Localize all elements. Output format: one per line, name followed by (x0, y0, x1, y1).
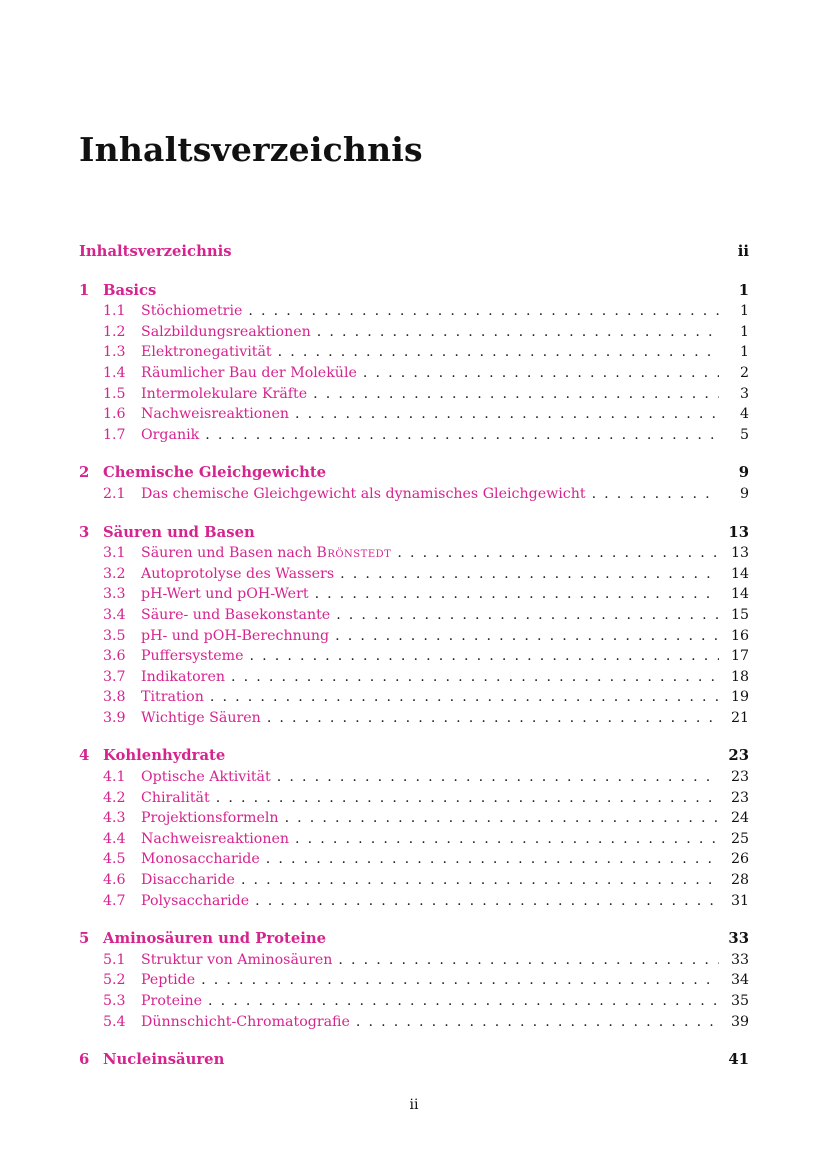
toc-section-title[interactable]: Puffersysteme (141, 648, 244, 665)
toc-page-number: 23 (730, 769, 749, 786)
toc-section-title[interactable]: Säuren und Basen nach Brönstedt (141, 545, 392, 562)
toc-chapter-title[interactable]: Säuren und Basen (103, 523, 255, 541)
toc-section-title[interactable]: Proteine (141, 993, 203, 1009)
toc-section-4-3[interactable] (79, 808, 749, 829)
toc-section-title[interactable]: Das chemische Gleichgewicht als dynamisches Gleichgewicht (141, 485, 586, 502)
toc-chapter-2[interactable] (79, 463, 749, 484)
author-name: Brönstedt (316, 545, 392, 562)
toc-section-number[interactable]: 2.1 (103, 485, 126, 502)
leader-dots (295, 829, 719, 850)
toc-section-3-7[interactable] (79, 667, 749, 688)
toc-page-number: 39 (730, 1013, 749, 1030)
toc-chapter-number[interactable]: 2 (79, 464, 90, 482)
toc-page-number: 41 (728, 1051, 749, 1069)
toc-section-3-4[interactable] (79, 605, 749, 626)
toc-chapter-1[interactable] (79, 281, 749, 302)
toc-section-1-1[interactable] (79, 301, 749, 322)
toc-section-1-6[interactable] (79, 404, 749, 425)
toc-section-4-1[interactable] (79, 767, 749, 788)
leader-dots (255, 891, 719, 912)
toc-section-number[interactable]: 3.7 (103, 668, 126, 685)
leader-dots (208, 991, 719, 1012)
toc-page-number: 28 (730, 872, 749, 889)
toc-section-4-7[interactable] (79, 891, 749, 912)
toc-chapter-title[interactable]: Kohlenhydrate (103, 747, 226, 765)
toc-section-number[interactable]: 3.5 (103, 627, 126, 644)
leader-dots (338, 950, 719, 971)
toc-section-number[interactable]: 5.3 (103, 993, 126, 1009)
toc-page-number: 31 (730, 892, 749, 909)
toc-section-title[interactable]: Wichtige Säuren (141, 709, 261, 726)
toc-section-1-3[interactable] (79, 342, 749, 363)
toc-chapter-number[interactable]: 3 (79, 523, 90, 541)
toc-chapter-title[interactable]: Aminosäuren und Proteine (103, 930, 327, 948)
toc-chapters (79, 263, 749, 1071)
toc-section-title[interactable]: Monosaccharide (141, 851, 260, 868)
toc-chapter-number[interactable]: 1 (79, 281, 90, 299)
table-of-contents (79, 240, 749, 1071)
toc-section-number[interactable]: 4.3 (103, 810, 126, 827)
toc-chapter-number[interactable]: 4 (79, 747, 90, 765)
toc-section-title[interactable]: Salzbildungsreaktionen (141, 323, 311, 340)
toc-page-number: 13 (728, 523, 749, 541)
toc-page-number: 34 (730, 972, 749, 989)
toc-section-title[interactable]: Elektronegativität (141, 344, 272, 361)
toc-section-1-7[interactable] (79, 425, 749, 446)
toc-page-number: 4 (739, 406, 749, 423)
toc-page-number: 18 (730, 668, 749, 685)
toc-section-1-4[interactable] (79, 363, 749, 384)
leader-dots (315, 584, 719, 605)
toc-page-number: 1 (739, 323, 749, 340)
toc-page-number: 14 (730, 565, 749, 582)
toc-section-title[interactable]: Dünnschicht-Chromatografie (141, 1013, 350, 1030)
toc-chapter-4[interactable] (79, 746, 749, 767)
toc-page-number: 1 (739, 303, 749, 320)
toc-section-title[interactable]: Disaccharide (141, 872, 235, 889)
toc-section-number[interactable]: 5.1 (103, 951, 126, 968)
toc-section-number[interactable]: 3.1 (103, 545, 126, 562)
toc-page-number: 33 (728, 930, 749, 948)
toc-chapter-6[interactable] (79, 1050, 749, 1071)
leader-dots (278, 342, 719, 363)
toc-page-number: 5 (739, 426, 749, 443)
toc-section-3-2[interactable] (79, 564, 749, 585)
toc-section-number[interactable]: 3.6 (103, 648, 126, 665)
leader-dots (277, 767, 719, 788)
toc-page-number: 1 (739, 344, 749, 361)
toc-section-number[interactable]: 5.4 (103, 1013, 126, 1030)
toc-section-2-1[interactable] (79, 484, 749, 505)
toc-section-1-5[interactable] (79, 384, 749, 405)
toc-chapter-5[interactable] (79, 929, 749, 950)
toc-section-3-1[interactable] (79, 543, 749, 564)
toc-section-5-4[interactable] (79, 1012, 749, 1033)
toc-section-number[interactable]: 3.3 (103, 586, 126, 603)
toc-section-number[interactable]: 5.2 (103, 972, 126, 989)
toc-page-number: 21 (730, 709, 749, 726)
leader-dots (363, 363, 719, 384)
toc-page-number: 35 (730, 993, 749, 1009)
toc-page-number: ii (737, 243, 749, 260)
leader-dots (248, 301, 719, 322)
toc-page-number: 9 (738, 464, 749, 482)
toc-chapter-title[interactable]: Basics (103, 281, 157, 299)
toc-page-number: 3 (739, 385, 749, 402)
toc-section-number[interactable]: 4.2 (103, 789, 126, 806)
toc-page-number: 9 (739, 485, 749, 502)
toc-chapter-title[interactable]: Nucleinsäuren (103, 1051, 225, 1069)
toc-section-3-6[interactable] (79, 646, 749, 667)
toc-section-title[interactable]: Polysaccharide (141, 892, 250, 909)
page-number-footer: ii (409, 1097, 419, 1113)
toc-page-number: 19 (730, 689, 749, 706)
toc-section-4-2[interactable] (79, 788, 749, 809)
toc-section-number[interactable]: 3.2 (103, 565, 126, 582)
toc-page-number: 23 (730, 789, 749, 806)
toc-section-title[interactable]: Titration (141, 689, 204, 706)
toc-section-title[interactable]: Peptide (141, 972, 196, 989)
toc-section-5-1[interactable] (79, 950, 749, 971)
toc-page-number: 1 (738, 281, 749, 299)
toc-page-number: 33 (730, 951, 749, 968)
toc-section-title[interactable]: Intermolekulare Kräfte (141, 385, 308, 402)
leader-dots (205, 425, 719, 446)
toc-section-title[interactable]: Autoprotolyse des Wassers (141, 565, 335, 582)
leader-dots (216, 788, 719, 809)
leader-dots (249, 646, 719, 667)
toc-section-number[interactable]: 1.5 (103, 385, 126, 402)
toc-section-number[interactable]: 3.4 (103, 606, 126, 623)
leader-dots (210, 687, 719, 708)
toc-section-number[interactable]: 4.7 (103, 892, 126, 909)
toc-section-1-2[interactable] (79, 322, 749, 343)
leader-dots (285, 808, 719, 829)
toc-section-number[interactable]: 4.5 (103, 851, 126, 868)
toc-page-number: 26 (730, 851, 749, 868)
toc-section-5-2[interactable] (79, 970, 749, 991)
toc-section-title[interactable]: pH- und pOH-Berechnung (141, 627, 330, 644)
toc-section-title[interactable]: Nachweisreaktionen (141, 406, 289, 423)
toc-section-title[interactable]: Projektionsformeln (141, 810, 279, 827)
toc-section-title[interactable]: Säure- und Basekonstante (141, 606, 331, 623)
toc-section-4-4[interactable] (79, 829, 749, 850)
toc-section-number[interactable]: 1.1 (103, 303, 126, 320)
page-title: Inhaltsverzeichnis (79, 130, 423, 169)
leader-dots (317, 322, 719, 343)
toc-section-3-5[interactable] (79, 626, 749, 647)
toc-page-number: 14 (730, 586, 749, 603)
leader-dots (313, 384, 719, 405)
toc-page-number: 17 (730, 648, 749, 665)
toc-section-number[interactable]: 1.2 (103, 323, 126, 340)
toc-page-number: 23 (728, 747, 749, 765)
leader-dots (231, 667, 719, 688)
toc-page-number: 2 (739, 364, 749, 381)
toc-section-number[interactable]: 1.6 (103, 406, 126, 423)
toc-page-number: 13 (730, 545, 749, 562)
toc-section-title[interactable]: Räumlicher Bau der Moleküle (141, 364, 357, 381)
toc-section-title[interactable]: Organik (141, 426, 200, 443)
toc-section-4-6[interactable] (79, 870, 749, 891)
toc-section-number[interactable]: 1.3 (103, 344, 126, 361)
leader-dots (295, 404, 719, 425)
toc-section-5-3[interactable] (79, 991, 749, 1012)
toc-page-number: 24 (730, 810, 749, 827)
leader-dots (356, 1012, 719, 1033)
toc-section-title[interactable]: Nachweisreaktionen (141, 830, 289, 847)
toc-entry-title[interactable]: Inhaltsverzeichnis (79, 243, 232, 260)
toc-section-number[interactable]: 4.4 (103, 830, 126, 847)
toc-section-number[interactable]: 4.6 (103, 872, 126, 889)
toc-section-number[interactable]: 3.8 (103, 689, 126, 706)
toc-section-3-8[interactable] (79, 687, 749, 708)
toc-section-title[interactable]: pH-Wert und pOH-Wert (141, 586, 309, 603)
toc-section-number[interactable]: 4.1 (103, 769, 126, 786)
toc-chapter-number[interactable]: 6 (79, 1051, 90, 1069)
toc-section-4-5[interactable] (79, 849, 749, 870)
toc-section-3-9[interactable] (79, 708, 749, 729)
toc-section-title[interactable]: Struktur von Aminosäuren (141, 951, 333, 968)
leader-dots (201, 970, 719, 991)
leader-dots (241, 870, 719, 891)
toc-chapter-title[interactable]: Chemische Gleichgewichte (103, 464, 327, 482)
leader-dots (336, 605, 719, 626)
toc-section-title[interactable]: Indikatoren (141, 668, 225, 685)
leader-dots (267, 708, 719, 729)
toc-section-number[interactable]: 1.7 (103, 426, 126, 443)
toc-section-title[interactable]: Optische Aktivität (141, 769, 271, 786)
leader-dots (397, 543, 719, 564)
toc-section-title[interactable]: Stöchiometrie (141, 303, 243, 320)
leader-dots (266, 849, 719, 870)
leader-dots (335, 626, 719, 647)
leader-dots (592, 484, 719, 505)
toc-section-number[interactable]: 1.4 (103, 364, 126, 381)
toc-section-title[interactable]: Chiralität (141, 789, 210, 806)
toc-entry-front[interactable] (79, 242, 749, 263)
toc-section-number[interactable]: 3.9 (103, 709, 126, 726)
toc-page-number: 25 (730, 830, 749, 847)
leader-dots (340, 564, 719, 585)
toc-page-number: 16 (730, 627, 749, 644)
toc-section-3-3[interactable] (79, 584, 749, 605)
toc-chapter-number[interactable]: 5 (79, 930, 90, 948)
toc-chapter-3[interactable] (79, 523, 749, 544)
toc-page-number: 15 (730, 606, 749, 623)
